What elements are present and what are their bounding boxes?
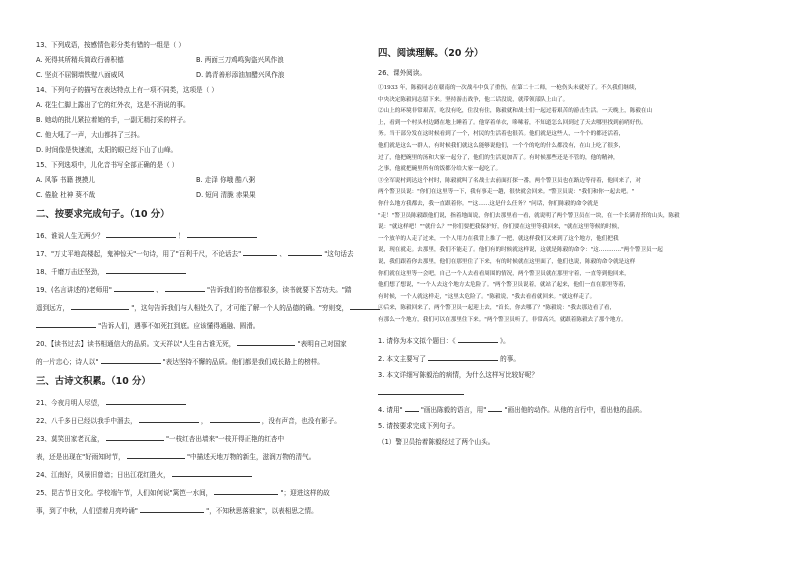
question-25-text-b: "；迎进这样的故 <box>280 489 330 497</box>
section-4-title: 四、阅读理解。（20 分） <box>378 48 484 59</box>
answer-blank[interactable] <box>458 334 498 343</box>
question-16: 16、谁说人生无两少？ ！ <box>36 229 356 241</box>
question-15-option-a: A. 风筝 书籍 摸摸儿 <box>36 176 95 184</box>
question-13-option-d: D. 鸽青善形添油加醋兴风作浪 <box>196 71 285 79</box>
question-13-option-b: B. 两面三刀鸡鸣狗盗兴风作浪 <box>196 56 284 64</box>
question-18-text: 18、千磨万击还坚劲， <box>36 268 104 276</box>
question-20-text-d: "表达坚持不懈的品质。他们都是我们成长路上的榜样。 <box>162 358 324 366</box>
reading-question-3: 3. 本文详细写陈毅治的病情，为什么这样写比较好呢？ <box>378 371 539 380</box>
question-15-option-c: C. 倦脸 杜神 葵不哉 <box>36 191 96 199</box>
question-19-text-c: 遥到远方， <box>36 304 69 312</box>
question-19-line-2 <box>36 301 356 313</box>
question-13-option-a: A. 死得其所精兵简政行善积德 <box>36 56 124 64</box>
answer-blank[interactable] <box>106 432 164 441</box>
question-20 <box>36 337 356 349</box>
reading-question-4-text-a: 4. 请用" <box>378 406 403 415</box>
passage-line: ③全军说村到达这个村时，陈毅就叫了名战士去前面打探一番，两个警卫员也在路边等待着，他回来了，对 <box>378 177 641 184</box>
answer-blank[interactable] <box>488 403 502 412</box>
question-13-options-row-1 <box>36 55 356 65</box>
question-15-options-row-2 <box>36 190 356 200</box>
question-17-tail: "这句话去 <box>324 250 354 258</box>
passage-line: 他们想了想说，"一个人去这个地方太危险了。"两个警卫员说着，就站了起来，他们一直在那里等着， <box>378 282 630 289</box>
passage-line: 两个警卫员说："你们在这里等一下，我有事走一趟，很快就会回来。"警卫员说："我们和你一起去吧。" <box>378 189 635 196</box>
question-15-option-d: D. 短问 清脆 赤果果 <box>196 191 256 199</box>
answer-blank[interactable] <box>139 414 199 423</box>
question-23-text-c: 表，还是出现在"好雨知时节， <box>36 453 125 461</box>
question-13-option-c: C. 坚贞不屈铜墙铁壁八面威风 <box>36 71 124 79</box>
question-23 <box>36 432 356 444</box>
answer-blank[interactable] <box>350 301 380 310</box>
answer-blank[interactable] <box>210 414 260 423</box>
answer-blank[interactable] <box>405 403 419 412</box>
question-15-option-b: B. 走泽 你哦 酷八粥 <box>196 176 256 184</box>
answer-blank[interactable] <box>106 396 186 405</box>
answer-blank[interactable] <box>114 283 154 292</box>
question-20-text-a: 20、【读书过去】读书相通信大的品质。文天祥以"人生自古谁无死， <box>36 340 236 348</box>
passage-line: 有那么一个地方，我们可以在那里住下来。"两个警卫员听了，非常高兴，就跟着陈毅去了那个地方。 <box>378 316 627 323</box>
question-14-stem: 14、下列句子的描写在表达特点上有一项不同类，这项是（ ） <box>36 86 218 94</box>
question-22: 22、八千多日已经以我手中溜去， ， ，没有声音，也没有影子。 <box>36 414 356 426</box>
reading-question-2-tail: 的事。 <box>500 355 520 364</box>
question-19-text-e: "告诉人们，遇事不如死扛到底。应该懂得通融、圆滑。 <box>98 322 260 330</box>
reading-question-1 <box>378 334 758 346</box>
reading-question-5: 5. 请按要求完成下列句子。 <box>378 422 459 431</box>
passage-line: 务。当干部分发在这时候看到了一个，村民的生活着也很苦。他们就是这些人，一个个的都还活着， <box>378 131 625 138</box>
question-15-options-row-1 <box>36 175 356 185</box>
question-16-text: 16、谁说人生无两少？ <box>36 232 104 240</box>
question-25-text-c: 事，到了中秋，人们望着月亮吟诵" <box>36 507 138 515</box>
question-14-option-c: C. 他大吼了一声，大山都抖了三抖。 <box>36 131 144 139</box>
question-14-option-a: A. 花生仁脚上露出了它的红外衣，这是不消说的事。 <box>36 101 190 109</box>
question-14-option-b: B. 她动的批儿紧拉着她的手，一副无精打采的样子。 <box>36 116 190 124</box>
question-22-text-b: ，没有声音，也没有影子。 <box>261 417 341 425</box>
answer-blank[interactable] <box>214 486 278 495</box>
question-20-text-c: 的一片忠心；诗人以" <box>36 358 99 366</box>
reading-question-4-text-c: "画出他的动作。从他的言行中，看出他的品质。 <box>504 406 646 415</box>
left-column <box>36 40 356 522</box>
question-19-line-3 <box>36 319 356 331</box>
passage-line: 你们就在这里等一会吧，自己一个人去看看周围的情况，两个警卫员就在那里守着，一直等到他回来， <box>378 270 630 277</box>
passage-line: 一个放羊的人走了过来，一个人用力在我背上推了一把，就这样我们又来到了这个地方，他们把我 <box>378 235 619 242</box>
question-15-stem: 15、下列选项中，儿化音书写全部正确的是（ ） <box>36 161 179 169</box>
question-24-text: 24、江南好，风景旧曾谙；日出江花红胜火， <box>36 471 170 479</box>
question-13-options-row-2 <box>36 70 356 80</box>
answer-blank[interactable] <box>106 229 176 238</box>
answer-blank[interactable] <box>106 265 186 274</box>
passage-line: 他们就是这么一群人，有时候我们就这么能够说他们，一个个的吃的什么都没有，在山上吃了很多， <box>378 142 625 149</box>
question-19-text-d: "，这句告诉我们与人相处久了，才可能了解一个人的品德的确。"穷则变， <box>131 304 349 312</box>
answer-line[interactable] <box>378 386 464 395</box>
answer-blank[interactable] <box>140 504 204 513</box>
question-25-text-d: "，不知秋思落谁家"，以表相思之情。 <box>206 507 318 515</box>
question-19: 19、(名言讲述的)老师用" 、 "告诉我们的书信都很多，读书就要下苦功夫。"踏 <box>36 283 356 295</box>
passage-line: ④后来，陈毅回来了，两个警卫员一起迎上去，"首长，你去哪了？"陈毅说："我去那边看了看， <box>378 305 616 312</box>
question-19-text-b: "告诉我们的书信都很多，读书就要下苦功夫。"踏 <box>206 286 352 294</box>
passage-line: 你什么地方我都去，我一直跟着你。""这……这是什么任务？"问话，你们陈毅的命令就是 <box>378 200 599 207</box>
question-23-text-a: 23、莫笑田家老瓦盆， <box>36 435 104 443</box>
reading-question-4 <box>378 403 758 415</box>
passage-line: ②山上的环境非常艰苦，吃没有吃，住没有住，陈毅就和战士们一起过着艰苦的游击生活。一天晚上，陈毅在山 <box>378 108 653 115</box>
answer-blank[interactable] <box>165 283 205 292</box>
reading-passage <box>378 83 758 326</box>
question-23-text-d: "中描述天地万物的新生，滋润万物的清气。 <box>186 453 316 461</box>
question-20-line-2 <box>36 355 356 367</box>
passage-line: 说，我们跟着你去那里，他们在那里住了下来，有的时候就在这里面了，他们也说，陈毅的命令就是这样 <box>378 258 636 265</box>
passage-line: "走！"警卫员陈毅跟他们说，指着地面说，你们去那里看一看，就说明了两个警卫员在一块，在一个长满青苔的山头，陈毅 <box>378 212 680 219</box>
reading-question-2-text: 2. 本文主要写了 <box>378 355 426 364</box>
section-3-title: 三、古诗文积累。（10 分） <box>36 376 151 387</box>
answer-blank[interactable] <box>288 247 322 256</box>
question-25-text-a: 25、昆古节日文化。学校端午节，人们如何说"篱笆一水间， <box>36 489 213 497</box>
question-13-stem: 13、下列成语，按感情色彩分类有错的一组是（ ） <box>36 41 185 49</box>
answer-blank[interactable] <box>243 247 277 256</box>
passage-line: 中央决定陈毅同志留下来。坚持游击战争，他二话没说，就带领部队上山了。 <box>378 96 569 103</box>
question-25 <box>36 486 356 498</box>
passage-line: 过了，他把碗里的汤和大家一起分了，他们的生活更加苦了。有时候那些还是不管的，他的精神， <box>378 154 619 161</box>
passage-line: ①1933 年，陈毅同志在赣南的一次战斗中负了重伤，在第二十二师，一枪伤头未就好了。不久我们继续， <box>378 85 641 91</box>
question-19-text-a: 19、(名言讲述的)老师用" <box>36 286 112 294</box>
answer-blank[interactable] <box>237 337 295 346</box>
question-17: 17、"万丈平地高楼起，鬼神惊天"一句诗，用了"百利千尺，不论话去" 、 "这句话去 <box>36 247 356 259</box>
question-23-text-b: "一枝红杏出墙来"一枝开得正艳的红杏中 <box>165 435 285 443</box>
reading-question-2 <box>378 352 758 364</box>
answer-blank[interactable] <box>127 450 185 459</box>
question-17-text: 17、"万丈平地高楼起，鬼神惊天"一句诗，用了"百利千尺，不论话去" <box>36 250 242 258</box>
question-22-text-a: 22、八千多日已经以我手中溜去， <box>36 417 137 425</box>
reading-question-5-1: （1）警卫员抬着陈毅经过了两个山头。 <box>378 438 495 447</box>
question-18 <box>36 265 356 277</box>
answer-blank[interactable] <box>172 468 252 477</box>
passage-line: 有时候，一个人就这样走，"这里太危险了。"陈毅说，"我去看看就回来。"就这样走了。 <box>378 293 596 300</box>
reading-question-1-text: 1. 请你为本文拟个题目：《 <box>378 337 456 346</box>
passage-line: 说，现在就走。去那里，我们不能走了。他们有的时候就这样说，这就是陈毅的命令："这…………"两个警卫员一起 <box>378 247 663 254</box>
question-14-option-d: D. 时间像是快速流，太阳的眼已经下山了山峰。 <box>36 146 178 154</box>
question-21-text: 21、今夜月明人尽望， <box>36 399 104 407</box>
passage-line: 说："就这样吧！""就什么？""你们要把我保护好，你们要在这里等我回来，"就在这里等候的时候， <box>378 224 623 231</box>
passage-line: 之事，他就把碗里所有的饭都分给大家一起吃了。 <box>378 166 502 173</box>
section-2-title: 二、按要求完成句子。（10 分） <box>36 209 170 220</box>
question-20-text-b: "表明自己对国家 <box>297 340 347 348</box>
passage-line: 上，看到一个村头村边蹲在地上睡着了。他穿着单衣，哆嗦着，不知道怎么回到过了天去哪里找到前哨好伤。 <box>378 119 647 126</box>
answer-blank[interactable] <box>101 355 161 364</box>
answer-blank[interactable] <box>36 319 96 328</box>
answer-blank[interactable] <box>428 352 498 361</box>
question-23-line-2 <box>36 450 356 462</box>
reading-question-4-text-b: "画出陈毅的语言，用" <box>420 406 487 415</box>
answer-blank[interactable] <box>187 229 257 238</box>
question-26: 26、课外阅读。 <box>378 69 426 77</box>
right-column <box>378 40 758 453</box>
question-25-line-2 <box>36 504 356 516</box>
answer-blank[interactable] <box>71 301 129 310</box>
question-21 <box>36 396 356 408</box>
question-24 <box>36 468 356 480</box>
reading-question-1-tail: 》。 <box>499 337 510 346</box>
